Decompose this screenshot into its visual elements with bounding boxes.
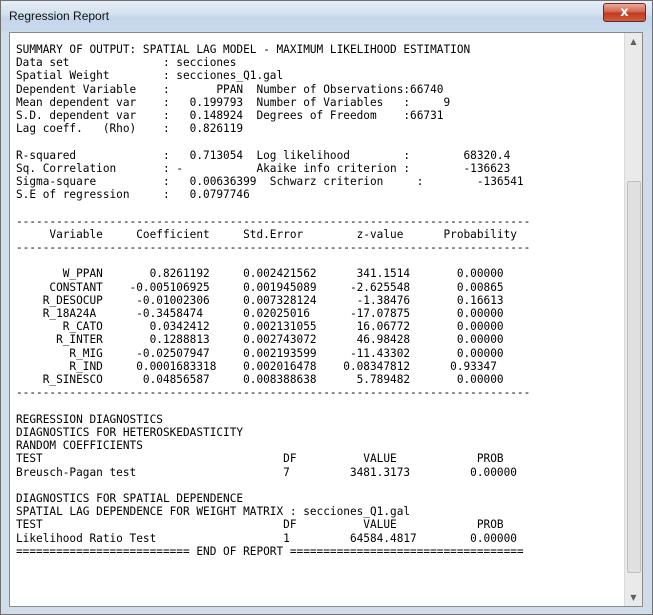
report-line: R_MIG -0.02507947 0.002193599 -11.43302 0.00000 (16, 346, 504, 360)
report-line: W_PPAN 0.8261192 0.002421562 341.1514 0.00000 (16, 267, 504, 281)
report-line: Sq. Correlation : - Akaike info criterion : -136623 (16, 161, 511, 175)
report-line: ----------------------------------------------------------------------------- (16, 214, 531, 228)
report-line: R_IND 0.0001683318 0.002016478 0.08347812 0.93347 (16, 359, 497, 373)
report-line: TEST DF VALUE PROB (16, 452, 504, 466)
chevron-up-icon[interactable]: ▲ (630, 37, 637, 46)
report-line: Variable Coefficient Std.Error z-value Probability (16, 227, 517, 241)
report-line: REGRESSION DIAGNOSTICS (16, 412, 163, 426)
report-line: ----------------------------------------------------------------------------- (16, 241, 531, 255)
report-line: R_CATO 0.0342412 0.002131055 16.06772 0.00000 (16, 320, 504, 334)
report-line: SPATIAL LAG DEPENDENCE FOR WEIGHT MATRIX : secciones_Q1.gal (16, 505, 411, 519)
report-line: R_18A24A -0.3458474 0.02025016 -17.07875 0.00000 (16, 307, 504, 321)
report-line: Mean dependent var : 0.199793 Number of Variables : 9 (16, 95, 451, 109)
scrollbar-thumb[interactable] (627, 181, 641, 573)
report-line: ========================== END OF REPORT =================================== (16, 544, 524, 558)
report-line: DIAGNOSTICS FOR HETEROSKEDASTICITY (16, 425, 244, 439)
report-line: Breusch-Pagan test 7 3481.3173 0.00000 (16, 465, 517, 479)
report-line: R-squared : 0.713054 Log likelihood : 68320.4 (16, 148, 511, 162)
report-line: S.E of regression : 0.0797746 (16, 188, 250, 202)
close-button[interactable] (603, 3, 646, 22)
report-line: Spatial Weight : secciones_Q1.gal (16, 69, 284, 83)
window-title: Regression Report (9, 9, 110, 23)
report-line: Sigma-square : 0.00636399 Schwarz criterion : -136541 (16, 175, 524, 189)
report-line: CONSTANT -0.005106925 0.001945089 -2.625548 0.00865 (16, 280, 504, 294)
chevron-down-icon[interactable]: ▼ (630, 593, 637, 602)
report-line: S.D. dependent var : 0.148924 Degrees of Freedom :66731 (16, 109, 444, 123)
report-line: R_SINESCO 0.04856587 0.008388638 5.789482 0.00000 (16, 373, 504, 387)
report-line: RANDOM COEFFICIENTS (16, 439, 143, 453)
report-line: ----------------------------------------------------------------------------- (16, 386, 531, 400)
report-line: TEST DF VALUE PROB (16, 518, 504, 532)
report-panel (9, 32, 643, 607)
report-line: Data set : secciones (16, 56, 237, 70)
report-line: Likelihood Ratio Test 1 64584.4817 0.00000 (16, 531, 517, 545)
report-line: R_INTER 0.1288813 0.002743072 46.98428 0.00000 (16, 333, 504, 347)
report-text-area[interactable] (10, 33, 624, 606)
report-text (10, 33, 624, 558)
report-line: R_DESOCUP -0.01002306 0.007328124 -1.38476 0.16613 (16, 293, 504, 307)
title-bar[interactable] (1, 1, 652, 31)
close-icon: x (620, 5, 629, 20)
vertical-scrollbar[interactable] (624, 33, 642, 606)
report-line: DIAGNOSTICS FOR SPATIAL DEPENDENCE (16, 491, 244, 505)
report-line: SUMMARY OF OUTPUT: SPATIAL LAG MODEL - MAXIMUM LIKELIHOOD ESTIMATION (16, 43, 471, 56)
report-line: Lag coeff. (Rho) : 0.826119 (16, 122, 244, 136)
report-line: Dependent Variable : PPAN Number of Observations:66740 (16, 82, 444, 96)
